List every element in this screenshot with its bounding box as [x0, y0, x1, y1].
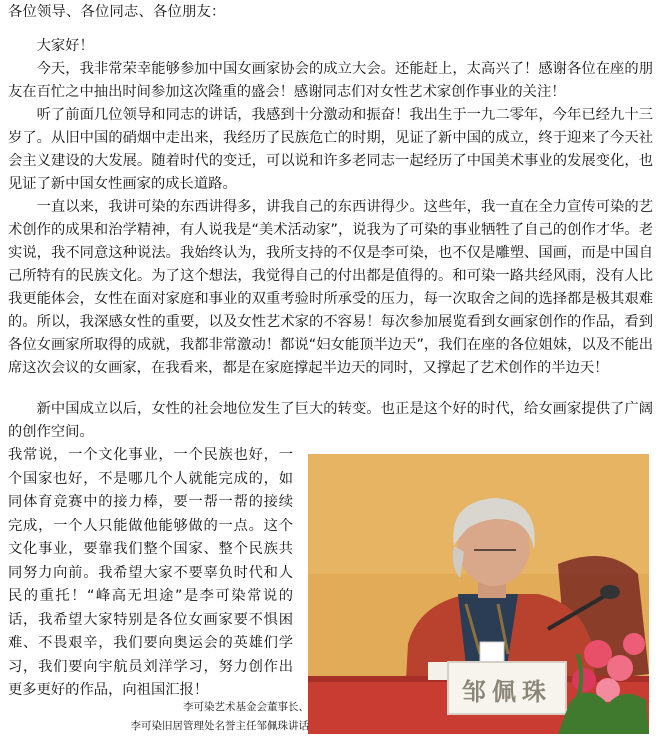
salutation: 各位领导、各位同志、各位朋友： [8, 4, 226, 20]
biography-paragraph: 听了前面几位领导和同志的讲话，我感到十分激动和振奋！我出生于一九二零年，今年已经九十三岁了。从旧中国的硝烟中走出来，我经历了民族危亡的时期，见证了新中国的成立，终于迎来了今天社会主义建设的大发展。随着时代的变迁，可以说和许多老同志一起经历了中国美术事业的发展变化，也见证了新中国女性画家的成长道路。 [8, 107, 653, 192]
career-paragraph: 一直以来，我讲可染的东西讲得多，讲我自己的东西讲得少。这些年，我一直在全力宣传可染的艺术创作的成果和治学精神，有人说我是“美术活动家”，说我为了可染的事业牺牲了自己的创作才华。老实说，我不同意这种说法。我始终认为，我所支持的不仅是李可染，也不仅是雕塑、国画，而是中国自己所特有的民族文化。为了这个想法，我觉得自己的付出都是值得的。和可染一路共经风雨，没有人比我更能体会，女性在面对家庭和事业的双重考验时所承受的压力，每一次取舍之间的选择都是极其艰难的。所以，我深感女性的重要，以及女性艺术家的不容易！每次参加展览看到女画家创作的作品，看到各位女画家所取得的成就，我都非常激动！都说“妇女能顶半边天”，我们在座的各位姐妹，以及不能出席这次会议的女画家，在我看来，都是在家庭撑起半边天的同时，又撑起了艺术创作的半边天！ [8, 199, 653, 376]
thanks-paragraph: 今天，我非常荣幸能够参加中国女画家协会的成立大会。还能赶上，太高兴了！感谢各位在座的朋友在百忙之中抽出时间参加这次隆重的盛会！感谢同志们对女性艺术家创作事业的关注！ [8, 61, 653, 100]
signature-title-line: 李可染艺术基金会董事长、 [183, 701, 309, 713]
greeting-paragraph: 大家好！ [36, 38, 94, 54]
new-china-paragraph: 新中国成立以后，女性的社会地位发生了巨大的转变。也正是这个好的时代，给女画家提供了广阔的创作空间。 [8, 401, 653, 440]
speaker-photo [308, 454, 649, 734]
closing-paragraph: 我常说，一个文化事业，一个民族也好，一个国家也好，不是哪几个人就能完成的，如同体育竞赛中的接力棒，要一帮一帮的接续完成，一个人只能做他能够做的一点。这个文化事业，要靠我们整个国家、整个民族共同努力向前。我希望大家不要辜负时代和人民的重托！“峰高无坦途”是李可染常说的话，我希望大家特别是各位女画家要不惧困难、不畏艰辛，我们要向奥运会的英雄们学习，我们要向宇航员刘洋学习，努力创作出更多更好的作品，向祖国汇报！ [8, 447, 293, 698]
signature-name-line: 李可染旧居管理处名誉主任邹佩珠讲话 [130, 720, 309, 732]
nameplate-text: 邹佩珠 [462, 677, 552, 706]
